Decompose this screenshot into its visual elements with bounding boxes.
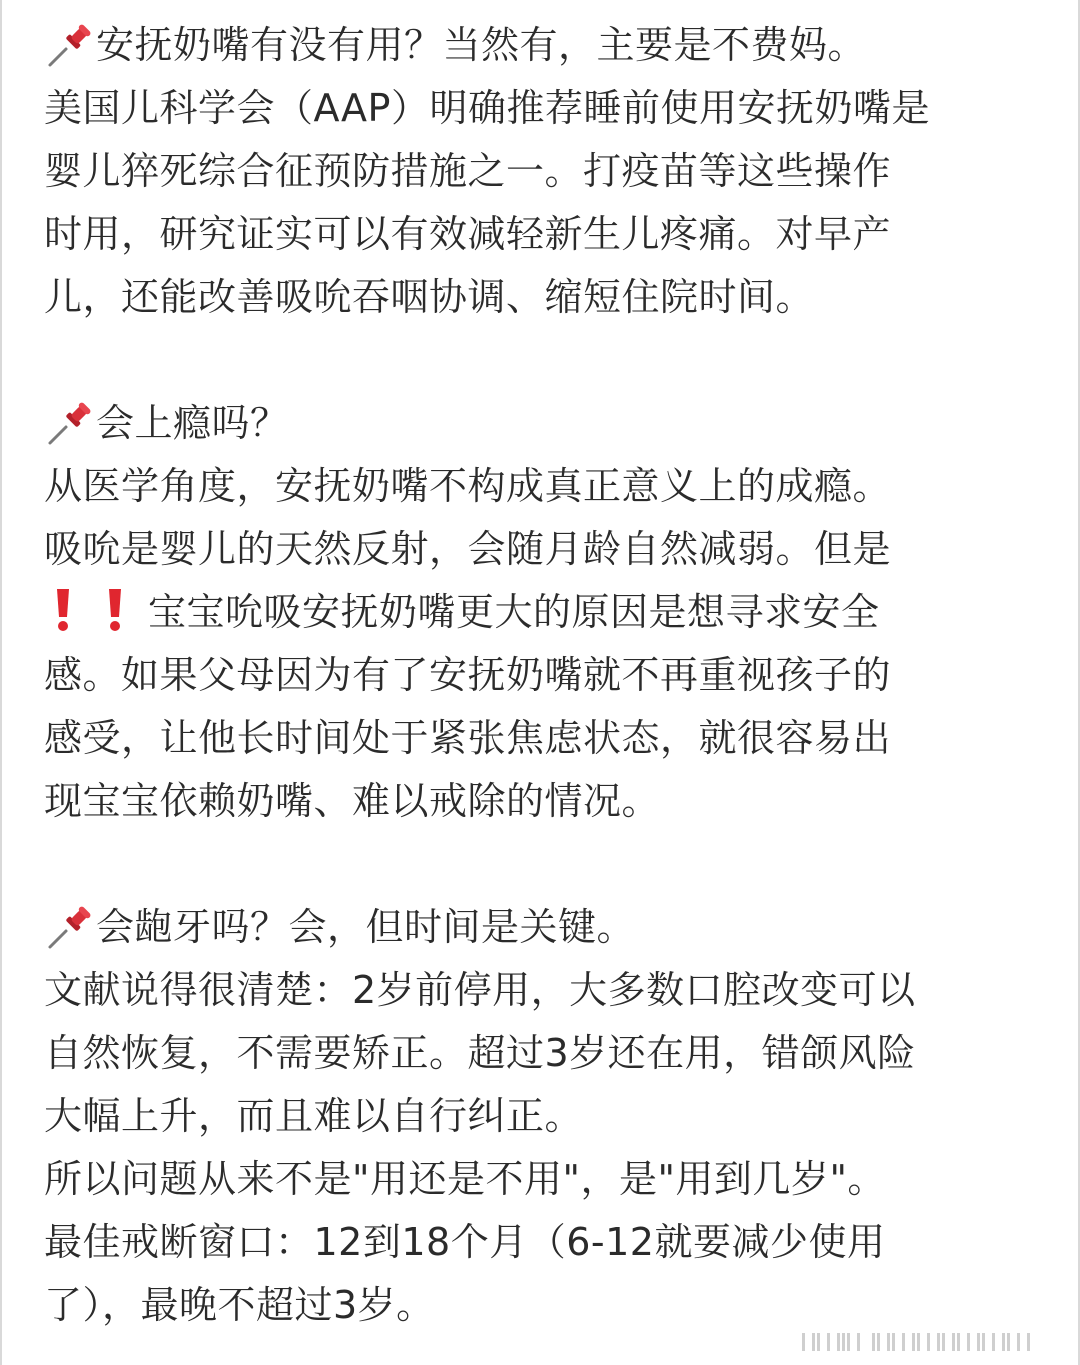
watermark-stroke xyxy=(907,1333,910,1351)
paragraph-line: 文献说得很清楚：2岁前停用，大多数口腔改变可以 xyxy=(44,968,916,1012)
watermark-stroke xyxy=(837,1333,840,1351)
emphasis-line xyxy=(44,581,1044,644)
section-heading-text: 会龅牙吗？会，但时间是关键。 xyxy=(96,905,636,949)
paragraph-line: 感受，让他长时间处于紧张焦虑状态，就很容易出 xyxy=(44,716,892,760)
paragraph-line: 美国儿科学会（AAP）明确推荐睡前使用安抚奶嘴是 xyxy=(44,86,930,130)
pushpin-icon xyxy=(44,399,94,449)
exclamation-mark-icon xyxy=(96,585,134,633)
watermark-stroke xyxy=(827,1333,830,1351)
watermark-stroke xyxy=(972,1333,975,1351)
pushpin-icon xyxy=(44,903,94,953)
paragraph-line: 现宝宝依赖奶嘴、难以戒除的情况。 xyxy=(44,779,661,823)
paragraph-line: 吸吮是婴儿的天然反射，会随月龄自然减弱。但是 xyxy=(44,527,892,571)
watermark-stroke xyxy=(942,1333,945,1351)
paragraph-line: 大幅上升，而且难以自行纠正。 xyxy=(44,1094,584,1138)
watermark-stroke xyxy=(967,1333,970,1351)
watermark-stroke xyxy=(962,1333,965,1351)
watermark-stroke xyxy=(892,1333,895,1351)
watermark-stroke xyxy=(987,1333,990,1351)
watermark-stroke xyxy=(937,1333,940,1351)
emphasis-text: 宝宝吮吸安抚奶嘴更大的原因是想寻求安全 xyxy=(148,590,880,634)
pushpin-icon xyxy=(44,21,94,71)
watermark-stroke xyxy=(802,1333,805,1351)
watermark-stroke xyxy=(922,1333,925,1351)
watermark-stroke xyxy=(842,1333,845,1351)
watermark-stroke xyxy=(807,1333,810,1351)
watermark-stroke xyxy=(852,1333,855,1351)
watermark-stroke xyxy=(917,1333,920,1351)
section-heading-1 xyxy=(44,14,1044,77)
watermark-stroke xyxy=(887,1333,890,1351)
watermark-stroke xyxy=(1022,1333,1025,1351)
watermark-stroke xyxy=(862,1333,865,1351)
watermark-stroke xyxy=(997,1333,1000,1351)
section-heading-text: 安抚奶嘴有没有用？当然有，主要是不费妈。 xyxy=(96,23,867,67)
paragraph-line: 婴儿猝死综合征预防措施之一。打疫苗等这些操作 xyxy=(44,149,892,193)
paragraph-spacer xyxy=(44,833,1044,896)
watermark-stroke xyxy=(817,1333,820,1351)
paragraph-line: 儿，还能改善吸吮吞咽协调、缩短住院时间。 xyxy=(44,275,815,319)
watermark-stroke xyxy=(977,1333,980,1351)
watermark-stroke xyxy=(882,1333,885,1351)
watermark-stroke xyxy=(952,1333,955,1351)
section-heading-3 xyxy=(44,896,1044,959)
paragraph-line: 从医学角度，安抚奶嘴不构成真正意义上的成瘾。 xyxy=(44,464,892,508)
watermark-stroke xyxy=(822,1333,825,1351)
watermark-stroke xyxy=(982,1333,985,1351)
watermark-stroke xyxy=(947,1333,950,1351)
watermark-stroke xyxy=(847,1333,850,1351)
exclamation-mark-icon xyxy=(44,585,82,633)
paragraph-line: 时用，研究证实可以有效减轻新生儿疼痛。对早产 xyxy=(44,212,892,256)
watermark-stroke xyxy=(1012,1333,1015,1351)
paragraph-line: 所以问题从来不是"用还是不用"，是"用到几岁"。 xyxy=(44,1157,886,1201)
watermark-stroke xyxy=(1007,1333,1010,1351)
watermark-stroke xyxy=(877,1333,880,1351)
watermark-stroke xyxy=(957,1333,960,1351)
paragraph-line: 了），最晚不超过3岁。 xyxy=(44,1283,435,1327)
paragraph-line: 感。如果父母因为有了安抚奶嘴就不再重视孩子的 xyxy=(44,653,892,697)
watermark-stroke xyxy=(867,1333,870,1351)
watermark-stroke xyxy=(992,1333,995,1351)
paragraph-line: 最佳戒断窗口：12到18个月（6-12就要减少使用 xyxy=(44,1220,886,1264)
watermark-stroke xyxy=(832,1333,835,1351)
watermark xyxy=(802,1329,1052,1355)
watermark-stroke xyxy=(902,1333,905,1351)
paragraph-spacer xyxy=(44,329,1044,392)
article-body xyxy=(44,14,1044,1337)
watermark-stroke xyxy=(927,1333,930,1351)
watermark-stroke xyxy=(872,1333,875,1351)
watermark-stroke xyxy=(1002,1333,1005,1351)
section-heading-text: 会上瘾吗？ xyxy=(96,401,289,445)
watermark-stroke xyxy=(857,1333,860,1351)
watermark-stroke xyxy=(1027,1333,1030,1351)
watermark-stroke xyxy=(897,1333,900,1351)
watermark-stroke xyxy=(1017,1333,1020,1351)
section-heading-2 xyxy=(44,392,1044,455)
watermark-stroke xyxy=(812,1333,815,1351)
paragraph-line: 自然恢复，不需要矫正。超过3岁还在用，错颌风险 xyxy=(44,1031,916,1075)
watermark-stroke xyxy=(912,1333,915,1351)
watermark-stroke xyxy=(932,1333,935,1351)
